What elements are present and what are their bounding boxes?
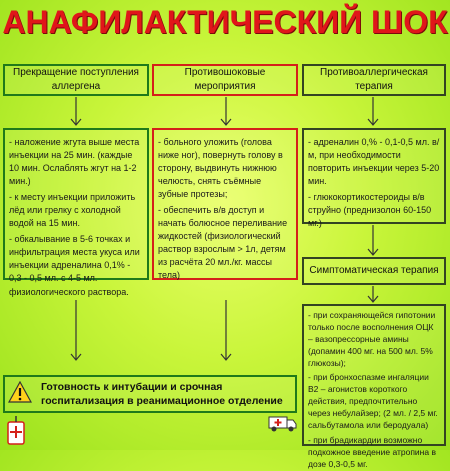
arrow-down-icon	[365, 97, 381, 127]
arrow-down-icon	[365, 225, 381, 257]
list-item: - адреналин 0,% - 0,1-0,5 мл. в/м, при необходимости повторить инъекции через 5-20 мин.	[308, 137, 440, 187]
arrow-down-icon	[218, 97, 234, 127]
list-item: - при бронхоспазме ингаляции B2 – агонистов короткого действия, предпочтительно через небулайзер; (2 мл. / 2,5 мг. сальбутамола или беродуала)	[308, 372, 438, 431]
warning-icon	[8, 381, 32, 403]
arrow-down-icon	[68, 300, 84, 362]
page-title: АНАФИЛАКТИЧЕСКИЙ ШОК	[2, 4, 448, 40]
content-box-antishock	[152, 128, 298, 280]
header-label-symptomatic: Симптоматическая терапия	[309, 264, 439, 276]
header-box-antiallergy	[302, 64, 446, 96]
list-item: - к месту инъекции приложить лёд или грелку с холодной водой на 15 мин.	[9, 192, 136, 229]
header-box-allergen	[3, 64, 149, 96]
content-box-allergen	[3, 128, 149, 297]
list-item: - при сохраняющейся гипотонии только после восполнения ОЦК – вазопрессорные амины (допамин 400 мг. на 500 мл. 5% глюкозы);	[308, 310, 436, 368]
header-box-antishock	[152, 64, 298, 96]
ambulance-icon	[268, 412, 298, 434]
list-item: - наложение жгута выше места инъекции на 25 мин. (каждые 10 мин. Ослаблять жгут на 1-2 мин.)	[9, 137, 140, 187]
list-item: - при брадикардии возможно подкожное введение атропина в дозе 0,3-0,5 мг.	[308, 434, 436, 469]
syringe-icon	[2, 416, 32, 448]
final-text: Готовность к интубации и срочная госпитализация в реанимационное отделение	[41, 380, 283, 407]
list-item: - больного уложить (голова ниже ног), повернуть голову в сторону, выдвинуть нижнюю челюсть, снять съёмные зубные протезы;	[158, 137, 283, 200]
header-label-antiallergy: Противоаллергическая терапия	[320, 66, 428, 92]
list-item: - глюкокортикостероиды в/в струйно (преднизолон 60-150 мг.)	[308, 192, 432, 229]
header-label-antishock: Противошоковые мероприятия	[184, 66, 266, 92]
arrow-down-icon	[365, 286, 381, 304]
header-box-symptomatic	[302, 257, 446, 285]
list-item: - обкалывание в 5-6 точках и инфильтрация места укуса или инъекции адреналина 0,1% - 0,3 - 0,5 мл. с 4-5 мл. физиологического раствора.	[9, 234, 140, 297]
arrow-down-icon	[218, 300, 234, 362]
list-item: - обеспечить в/в доступ и начать болюсное переливание жидкостей (физиологический раствор взрослым > 1л, детям из расчёта 20 мл./кг. массы тела)	[158, 205, 288, 281]
arrow-down-icon	[68, 97, 84, 127]
content-box-antiallergy	[302, 128, 446, 229]
content-box-symptomatic	[302, 304, 446, 469]
final-box	[3, 375, 297, 413]
header-label-allergen: Прекращение поступления аллергена	[13, 66, 139, 92]
